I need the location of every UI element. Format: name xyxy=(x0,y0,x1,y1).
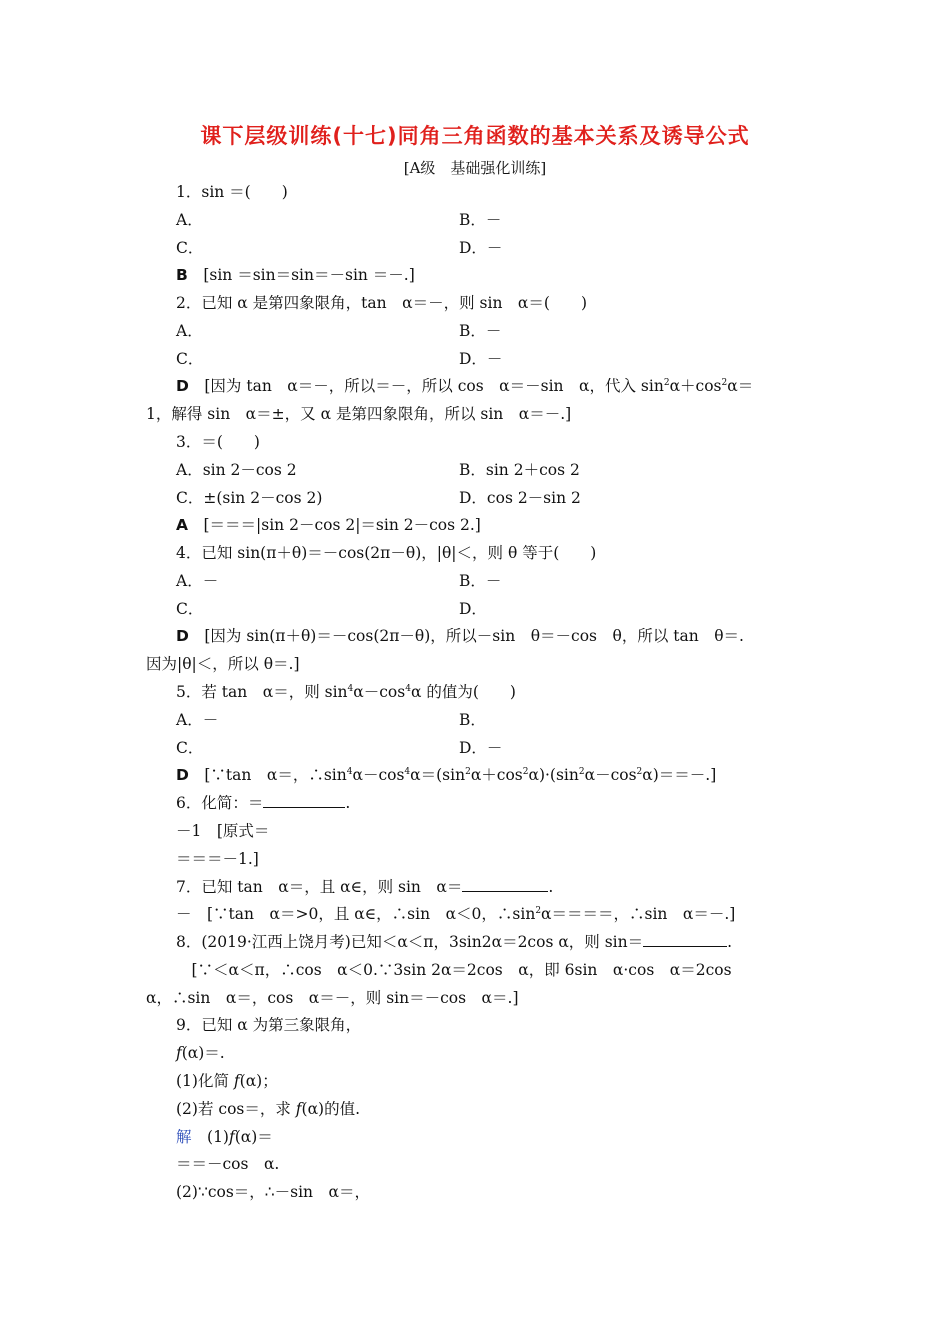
text-line: 7．已知 tan α＝，且 α∈，则 sin α＝ . xyxy=(176,878,554,896)
text-line: 3．＝( ) xyxy=(176,433,260,451)
text-line: D．－ xyxy=(459,239,503,257)
text-line: A．sin 2－cos 2 xyxy=(176,461,297,479)
text-line: 6．化简：＝ . xyxy=(176,794,351,812)
text-line: 9．已知 α 为第三象限角， xyxy=(176,1016,362,1034)
text-line: 解 (1)f(α)＝ xyxy=(176,1128,273,1146)
text-line: A． xyxy=(176,322,203,340)
text-line: α，∴sin α＝，cos α＝－，则 sin＝－cos α＝.] xyxy=(146,989,519,1007)
text-line: A． xyxy=(176,211,203,229)
text-line: A [＝＝＝|sin 2－cos 2|＝sin 2－cos 2.] xyxy=(176,516,481,534)
text-line: B．－ xyxy=(459,572,502,590)
text-line: B [sin ＝sin＝sin＝－sin ＝－.] xyxy=(176,266,415,284)
text-line: A．－ xyxy=(176,572,219,590)
text-line: D．－ xyxy=(459,739,503,757)
text-line: 1，解得 sin α＝±，又 α 是第四象限角，所以 sin α＝－.] xyxy=(146,405,572,423)
text-line: (2)∵cos＝，∴－sin α＝， xyxy=(176,1183,371,1201)
text-line: B． xyxy=(459,711,486,729)
text-line: D [因为 tan α＝－，所以＝－，所以 cos α＝－sin α，代入 $\sin^2\alpha+\cos^2\alpha=$ xyxy=(176,377,754,395)
text-line: B．sin 2＋cos 2 xyxy=(459,461,580,479)
text-line: ＝＝＝－1.] xyxy=(176,850,259,868)
text-line: [∵＜α＜π，∴cos α＜0.∵3sin 2α＝2cos α，即 6sin α·cos α＝2cos xyxy=(176,961,732,979)
text-line: D．－ xyxy=(459,350,503,368)
text-line: 8．(2019·江西上饶月考)已知＜α＜π，3sin2α＝2cos α，则 sin＝ . xyxy=(176,933,733,951)
text-line: 1．sin ＝( ) xyxy=(176,183,288,201)
text-line: 4．已知 sin(π＋θ)＝－cos(2π－θ)，|θ|＜，则 θ 等于( ) xyxy=(176,544,597,562)
text-line: B．－ xyxy=(459,322,502,340)
text-line: C．±(sin 2－cos 2) xyxy=(176,489,323,507)
text-line: C． xyxy=(176,239,204,257)
text-line: f(α)＝. xyxy=(176,1044,225,1062)
text-line: (2)若 cos＝，求 f(α)的值. xyxy=(176,1100,361,1118)
text-line: 2．已知 α 是第四象限角，tan α＝－，则 sin α＝( ) xyxy=(176,294,587,312)
text-line: D． xyxy=(459,600,487,618)
page-title: 课下层级训练(十七)同角三角函数的基本关系及诱导公式 xyxy=(200,124,750,148)
text-line: (1)化简 f(α)； xyxy=(176,1072,278,1090)
text-line: －1 [原式＝ xyxy=(176,822,270,840)
text-line: C． xyxy=(176,739,204,757)
text-line: ＝＝－cos α. xyxy=(176,1155,280,1173)
text-line: 5．若 tan α＝，则 $\sin^4\alpha-\cos^4\alpha$ 的值为( ) xyxy=(176,683,516,701)
text-line: D [∵tan α＝，$\therefore\sin^4\alpha-\cos^4\alpha=(\sin^2\alpha+\cos^2\alpha)\cdot(\sin^2\alpha-\cos^2\alpha)==-$.] xyxy=(176,766,717,784)
text-line: C． xyxy=(176,350,204,368)
section-subtitle: [A级 基础强化训练] xyxy=(403,159,547,177)
text-line: B．－ xyxy=(459,211,502,229)
text-line: D [因为 sin(π＋θ)＝－cos(2π－θ)，所以－sin θ＝－cos θ，所以 tan θ＝. xyxy=(176,627,744,645)
text-line: C． xyxy=(176,600,204,618)
text-line: 因为|θ|＜，所以 θ＝.] xyxy=(146,655,300,673)
text-line: － [∵tan α＝>0，且 α∈，∴sin α＜0，$\therefore\sin^2\alpha====$，∴sin α＝－.] xyxy=(176,905,736,923)
text-line: D．cos 2－sin 2 xyxy=(459,489,581,507)
text-line: A．－ xyxy=(176,711,219,729)
